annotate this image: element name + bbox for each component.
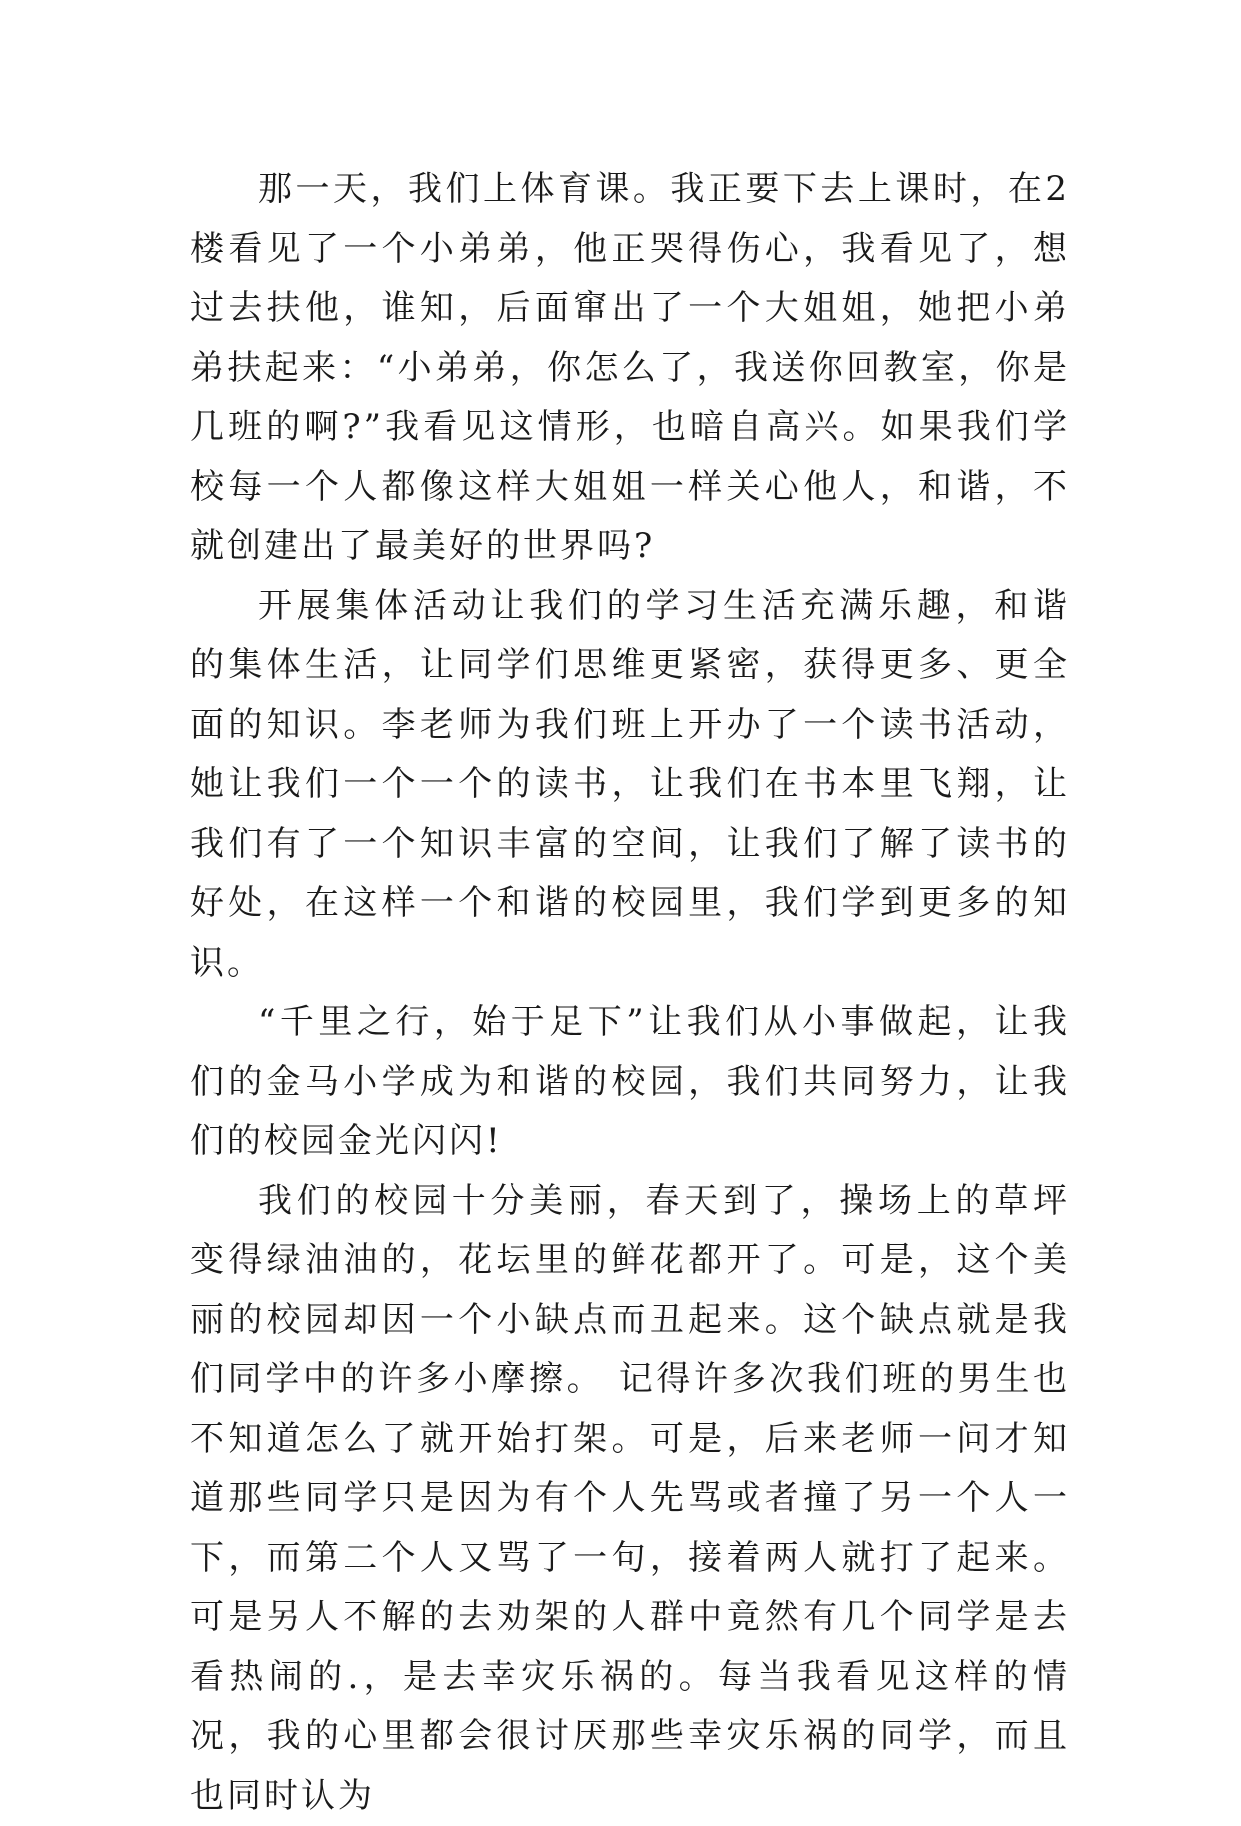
document-body <box>190 160 1070 1826</box>
paragraph: 开展集体活动让我们的学习生活充满乐趣，和谐的集体生活，让同学们思维更紧密，获得更多、更全面的知识。李老师为我们班上开办了一个读书活动，她让我们一个一个的读书，让我们在书本里飞翔，让我们有了一个知识丰富的空间，让我们了解了读书的好处，在这样一个和谐的校园里，我们学到更多的知识。 <box>190 577 1070 994</box>
paragraph: “千里之行，始于足下”让我们从小事做起，让我们的金马小学成为和谐的校园，我们共同努力，让我们的校园金光闪闪! <box>190 993 1070 1172</box>
paragraph: 我们的校园十分美丽，春天到了，操场上的草坪变得绿油油的，花坛里的鲜花都开了。可是，这个美丽的校园却因一个小缺点而丑起来。这个缺点就是我们同学中的许多小摩擦。 记得许多次我们班的男生也不知道怎么了就开始打架。可是，后来老师一问才知道那些同学只是因为有个人先骂或者撞了另一个人一下，而第二个人又骂了一句，接着两人就打了起来。可是另人不解的去劝架的人群中竟然有几个同学是去看热闹的.，是去幸灾乐祸的。每当我看见这样的情况，我的心里都会很讨厌那些幸灾乐祸的同学，而且也同时认为 <box>190 1172 1070 1826</box>
paragraph: 那一天，我们上体育课。我正要下去上课时，在2楼看见了一个小弟弟，他正哭得伤心，我看见了，想过去扶他，谁知，后面窜出了一个大姐姐，她把小弟弟扶起来：“小弟弟，你怎么了，我送你回教室，你是几班的啊?”我看见这情形，也暗自高兴。如果我们学校每一个人都像这样大姐姐一样关心他人，和谐，不就创建出了最美好的世界吗? <box>190 160 1070 577</box>
